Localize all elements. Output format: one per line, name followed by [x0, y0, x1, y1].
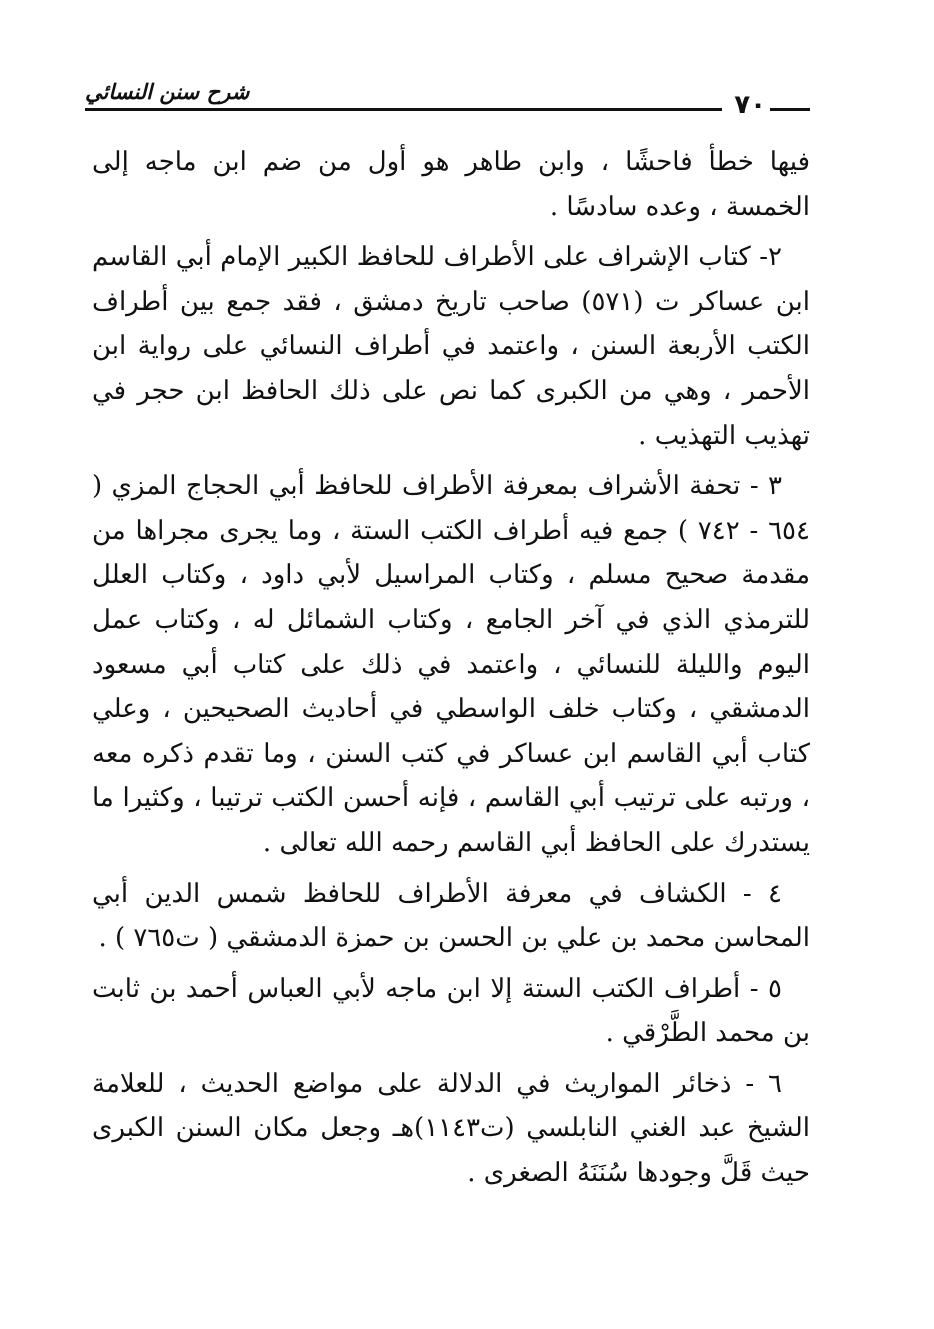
- body-text: [92, 140, 810, 1202]
- paragraph-continuation: فيها خطأ فاحشًا ، وابن طاهر هو أول من ضم ابن ماجه إلى الخمسة ، وعده سادسًا .: [92, 147, 810, 222]
- running-header: [85, 78, 810, 118]
- paragraph-item-6: ٦ - ذخائر المواريث في الدلالة على مواضع الحديث ، للعلامة الشيخ عبد الغني النابلسي (ت١١٤٣)هـ وجعل مكان السنن الكبرى حيث قَلَّ وجودها سُنَنَهُ الصغرى .: [92, 1068, 810, 1189]
- header-rule-short: [770, 108, 810, 111]
- running-title: شرح سنن النسائي: [85, 80, 250, 104]
- page-number: ٧٠: [734, 90, 766, 120]
- paragraph-item-5: ٥ - أطراف الكتب الستة إلا ابن ماجه لأبي العباس أحمد بن ثابت بن محمد الطَّرْقي .: [92, 973, 810, 1049]
- header-rule: [85, 108, 722, 111]
- paragraph-item-2: ٢- كتاب الإشراف على الأطراف للحافظ الكبير الإمام أبي القاسم ابن عساكر ت (٥٧١) صاحب تاريخ دمشق ، فقد جمع بين أطراف الكتب الأربعة السنن ، واعتمد في أطراف النسائي على رواية ابن الأحمر ، وهي من الكبرى كما نص على ذلك الحافظ ابن حجر في تهذيب التهذيب .: [92, 242, 810, 451]
- paragraph-item-3: ٣ - تحفة الأشراف بمعرفة الأطراف للحافظ أبي الحجاج المزي ( ٦٥٤ - ٧٤٢ ) جمع فيه أطراف الكتب الستة ، وما يجرى مجراها من مقدمة صحيح مسلم ، وكتاب المراسيل لأبي داود ، وكتاب العلل للترمذي الذي في آخر الجامع ، وكتاب الشمائل له ، وكتاب عمل اليوم والليلة للنسائي ، واعتمد في ذلك على كتاب أبي مسعود الدمشقي ، وكتاب خلف الواسطي في أحاديث الصحيحين ، وعلي كتاب أبي القاسم ابن عساكر في كتب السنن ، وما تقدم ذكره معه ، ورتبه على ترتيب أبي القاسم ، فإنه أحسن الكتب ترتيبا ، وكثيرا ما يستدرك على الحافظ أبي القاسم رحمه الله تعالى .: [92, 471, 810, 858]
- paragraph-item-4: ٤ - الكشاف في معرفة الأطراف للحافظ شمس الدين أبي المحاسن محمد بن علي بن الحسن بن حمزة الدمشقي ( ت٧٦٥ ) .: [92, 878, 810, 954]
